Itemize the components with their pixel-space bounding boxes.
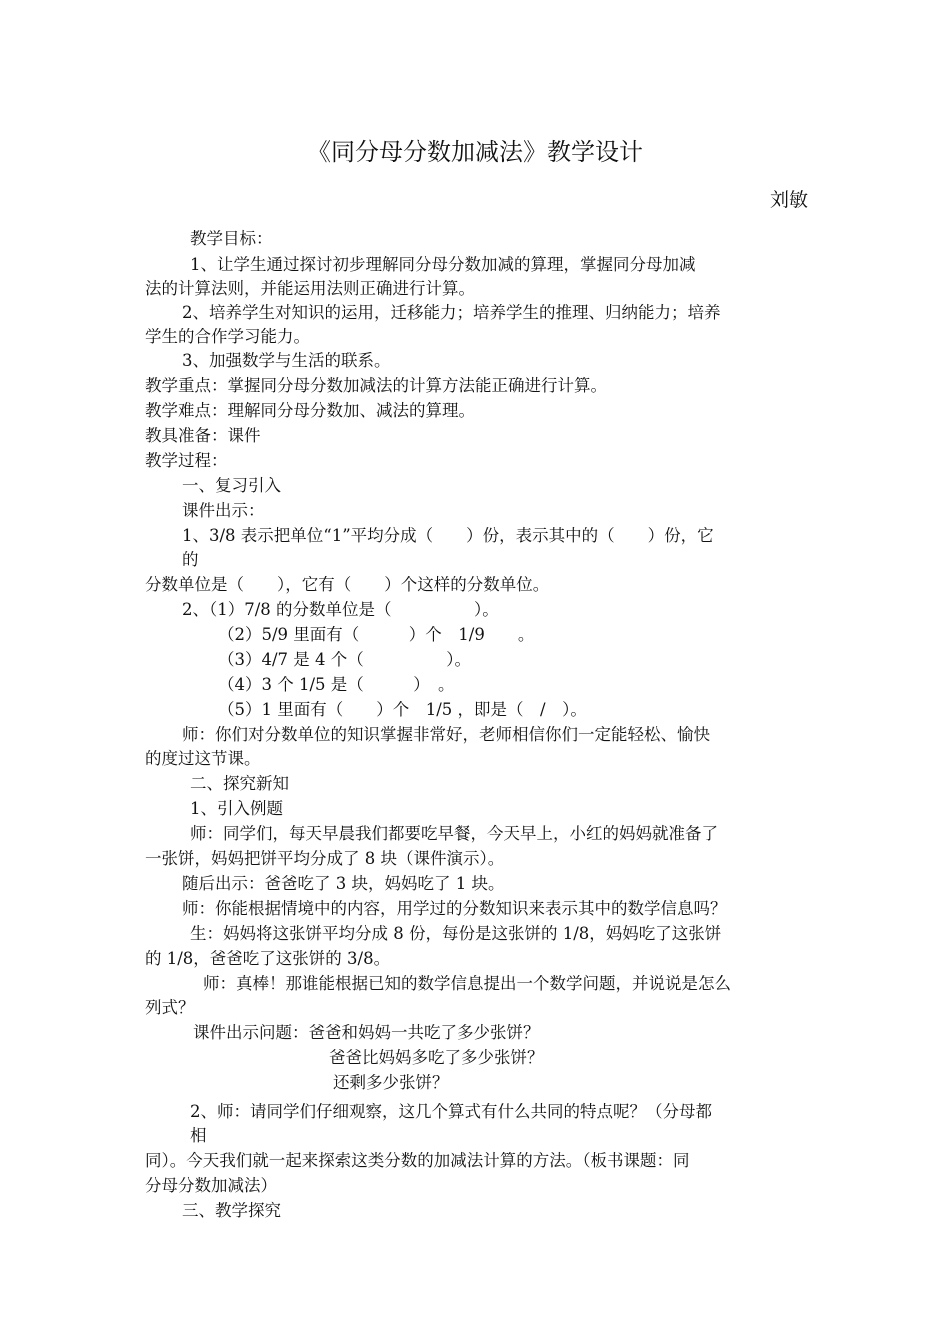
text-line: 1、引入例题: [190, 799, 283, 818]
text-line: 教具准备：课件: [145, 426, 261, 445]
text-line: 法的计算法则，并能运用法则正确进行计算。: [145, 279, 475, 298]
text-line: 师：同学们，每天早晨我们都要吃早餐，今天早上，小红的妈妈就准备了: [190, 824, 718, 843]
text-line: 课件出示问题：爸爸和妈妈一共吃了多少张饼？: [193, 1023, 540, 1042]
text-line: 学生的合作学习能力。: [145, 327, 310, 346]
text-line: 1、让学生通过探讨初步理解同分母分数加减的算理，掌握同分母加减: [190, 255, 696, 274]
text-line: 相: [190, 1126, 207, 1145]
text-line: 2、师：请同学们仔细观察，这几个算式有什么共同的特点呢？（分母都: [190, 1102, 712, 1121]
text-line: 师：真棒！那谁能根据已知的数学信息提出一个数学问题，并说说是怎么: [203, 974, 731, 993]
text-line: 分数单位是（ ），它有（ ）个这样的分数单位。: [145, 575, 550, 594]
text-line: 教学难点：理解同分母分数加、减法的算理。: [145, 401, 475, 420]
text-line: （5）1 里面有（ ）个 1/5 ，即是（ / ）。: [218, 700, 587, 719]
text-line: 师：你能根据情境中的内容，用学过的分数知识来表示其中的数学信息吗？: [182, 899, 727, 918]
text-line: 的度过这节课。: [145, 749, 261, 768]
text-line: （2）5/9 里面有（ ）个 1/9 。: [218, 625, 535, 644]
text-line: 课件出示：: [182, 501, 265, 520]
text-line: 3、加强数学与生活的联系。: [182, 351, 391, 370]
text-line: （3）4/7 是 4 个（ ）。: [218, 650, 472, 669]
text-line: 2、培养学生对知识的运用，迁移能力；培养学生的推理、归纳能力；培养: [182, 303, 721, 322]
text-line: 师：你们对分数单位的知识掌握非常好，老师相信你们一定能轻松、愉快: [182, 725, 710, 744]
text-line: 教学重点：掌握同分母分数加减法的计算方法能正确进行计算。: [145, 376, 607, 395]
section-heading: 三、教学探究: [182, 1201, 281, 1220]
text-line: 分母分数加减法）: [145, 1176, 277, 1195]
text-line: 生：妈妈将这张饼平均分成 8 份，每份是这张饼的 1/8，妈妈吃了这张饼: [190, 924, 722, 943]
text-line: 的: [182, 550, 199, 569]
section-heading: 一、复习引入: [182, 476, 281, 495]
text-line: 2、（1）7/8 的分数单位是（ ）。: [182, 600, 499, 619]
text-line: 一张饼，妈妈把饼平均分成了 8 块（课件演示）。: [145, 849, 505, 868]
text-line: 随后出示：爸爸吃了 3 块，妈妈吃了 1 块。: [182, 874, 505, 893]
document-title: 《同分母分数加减法》教学设计: [307, 138, 643, 166]
text-line: 教学目标：: [190, 229, 273, 248]
text-line: 还剩多少张饼？: [333, 1073, 449, 1092]
text-line: 同）。今天我们就一起来探索这类分数的加减法计算的方法。（板书课题：同: [145, 1151, 690, 1170]
text-line: （4）3 个 1/5 是（ ） 。: [218, 675, 455, 694]
author-name: 刘敏: [769, 189, 808, 211]
text-line: 教学过程：: [145, 451, 228, 470]
text-line: 的 1/8，爸爸吃了这张饼的 3/8。: [145, 949, 391, 968]
section-heading: 二、探究新知: [190, 774, 289, 793]
text-line: 列式？: [145, 998, 195, 1017]
text-line: 爸爸比妈妈多吃了多少张饼？: [329, 1048, 544, 1067]
text-line: 1、3/8 表示把单位“1”平均分成（ ）份，表示其中的（ ）份，它: [182, 526, 714, 545]
